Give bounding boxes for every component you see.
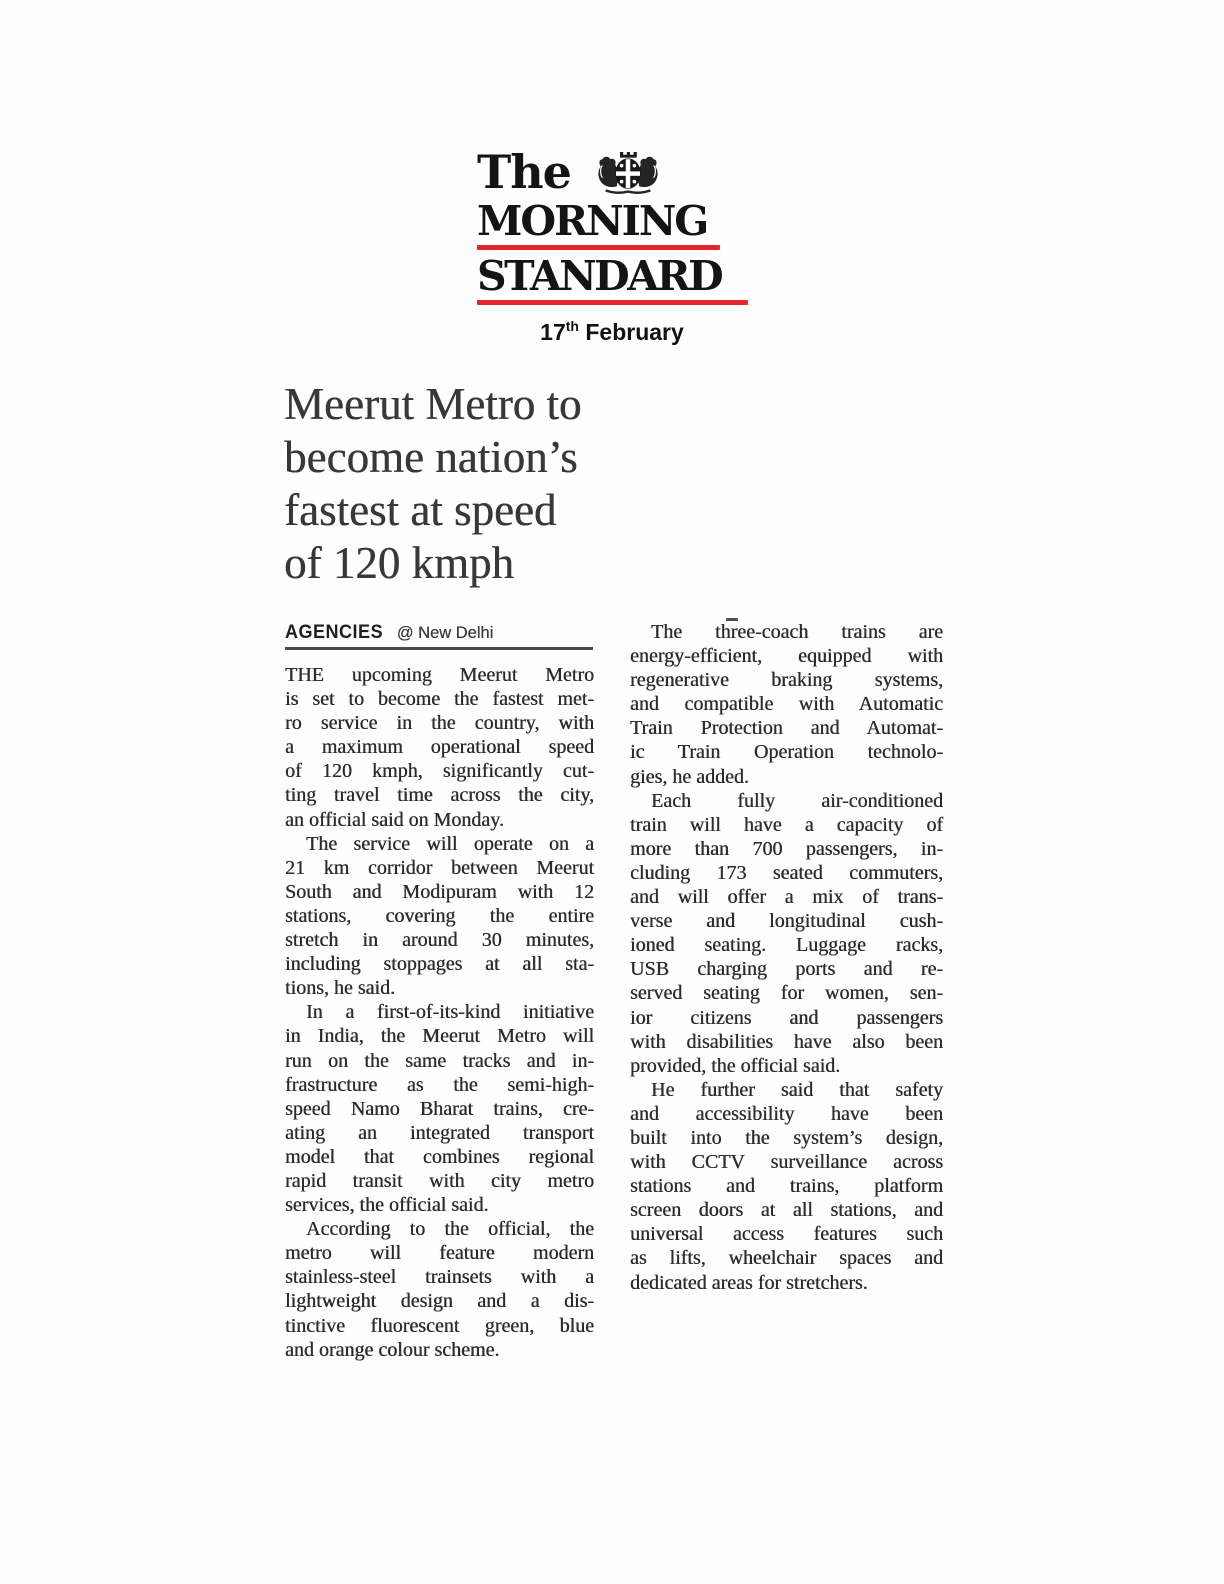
date-month: February <box>585 319 684 345</box>
masthead-standard: STANDARD <box>477 252 722 300</box>
coat-of-arms-icon <box>580 149 676 195</box>
masthead-rule-top <box>477 245 720 250</box>
article-line: ting travel time across the city, <box>285 784 594 807</box>
article-line: regenerative braking systems, <box>630 669 943 692</box>
scan-artifact-dash <box>726 618 738 621</box>
article-line: in India, the Meerut Metro will <box>285 1025 594 1048</box>
byline-agency: AGENCIES <box>285 622 384 643</box>
article-line: stainless-steel trainsets with a <box>285 1266 594 1289</box>
article-paragraph <box>630 1078 943 1295</box>
article-line: ic Train Operation technolo- <box>630 741 943 764</box>
masthead-top-row <box>477 145 748 199</box>
article-paragraph <box>285 1217 594 1362</box>
article-line: speed Namo Bharat trains, cre- <box>285 1097 594 1120</box>
article-line: frastructure as the semi-high- <box>285 1073 594 1096</box>
article-paragraph <box>285 832 594 1001</box>
edition-date <box>0 318 1224 346</box>
date-day: 17 <box>540 319 566 345</box>
article-line: train will have a capacity of <box>630 813 943 836</box>
article-line: including stoppages at all sta- <box>285 953 594 976</box>
article-line: and compatible with Automatic <box>630 693 943 716</box>
headline-line: of 120 kmph <box>284 538 514 588</box>
article-line: more than 700 passengers, in- <box>630 837 943 860</box>
article-line: with disabilities have also been <box>630 1030 943 1053</box>
article-line: provided, the official said. <box>630 1054 841 1077</box>
date-ordinal: th <box>565 318 579 334</box>
article-line: The three-coach trains are <box>651 621 943 643</box>
article-line: and accessibility have been <box>630 1102 943 1125</box>
article-line: tinctive fluorescent green, blue <box>285 1314 594 1337</box>
masthead-the: The <box>477 145 571 199</box>
article-line: Train Protection and Automat- <box>630 717 943 740</box>
byline <box>285 622 593 644</box>
article-paragraph <box>630 789 943 1078</box>
article-line: of 120 kmph, significantly cut- <box>285 760 594 783</box>
article-line: as lifts, wheelchair spaces and <box>630 1247 943 1270</box>
article-line: rapid transit with city metro <box>285 1169 594 1192</box>
article-line: ior citizens and passengers <box>630 1006 943 1029</box>
byline-location: @ New Delhi <box>396 624 494 642</box>
masthead-morning: MORNING <box>477 197 708 245</box>
article-line: ro service in the country, with <box>285 712 594 735</box>
article-line: screen doors at all stations, and <box>630 1199 943 1222</box>
article-headline <box>284 378 624 590</box>
article-column-left <box>285 663 594 1362</box>
article-line: dedicated areas for stretchers. <box>630 1271 868 1294</box>
article-line: and will offer a mix of trans- <box>630 886 943 909</box>
article-line: In a first-of-its-kind initiative <box>306 1001 594 1024</box>
article-line: According to the official, the <box>306 1218 594 1241</box>
article-line: South and Modipuram with 12 <box>285 880 594 903</box>
article-line: a maximum operational speed <box>285 736 594 759</box>
article-line: ating an integrated transport <box>285 1121 594 1144</box>
article-line: stations, covering the entire <box>285 904 594 927</box>
article-line: THE upcoming Meerut Metro <box>285 664 594 686</box>
article-line: tions, he said. <box>285 977 395 1000</box>
article-line: run on the same tracks and in- <box>285 1049 594 1072</box>
headline-line: fastest at speed <box>284 485 557 535</box>
article-line: stations and trains, platform <box>630 1175 943 1198</box>
article-line: model that combines regional <box>285 1145 594 1168</box>
article-line: energy-efficient, equipped with <box>630 645 943 668</box>
article-line: is set to become the fastest met- <box>285 688 594 711</box>
article-line: served seating for women, sen- <box>630 982 943 1005</box>
article-line: services, the official said. <box>285 1194 489 1217</box>
headline-line: become nation’s <box>284 432 578 482</box>
article-line: He further said that safety <box>651 1078 943 1101</box>
article-line: built into the system’s design, <box>630 1126 943 1149</box>
article-column-right <box>630 620 943 1295</box>
article-line: and orange colour scheme. <box>285 1338 500 1361</box>
article-line: cluding 173 seated commuters, <box>630 861 943 884</box>
article-paragraph <box>630 620 943 789</box>
article-line: gies, he added. <box>630 765 749 788</box>
article-line: metro will feature modern <box>285 1242 594 1265</box>
article-line: The service will operate on a <box>306 832 594 855</box>
masthead <box>477 145 748 305</box>
article-line: with CCTV surveillance across <box>630 1151 943 1174</box>
article-line: an official said on Monday. <box>285 808 504 831</box>
article-line: stretch in around 30 minutes, <box>285 929 594 952</box>
byline-rule <box>285 647 593 650</box>
article-line: verse and longitudinal cush- <box>630 910 943 933</box>
article-line: USB charging ports and re- <box>630 958 943 981</box>
article-paragraph <box>285 1000 594 1217</box>
article-line: ioned seating. Luggage racks, <box>630 934 943 957</box>
article-line: universal access features such <box>630 1223 943 1246</box>
article-paragraph <box>285 663 594 832</box>
article-line: lightweight design and a dis- <box>285 1290 594 1313</box>
article-line: Each fully air-conditioned <box>651 789 943 812</box>
headline-line: Meerut Metro to <box>284 379 582 429</box>
article-line: 21 km corridor between Meerut <box>285 856 594 879</box>
masthead-rule-bottom <box>477 300 748 305</box>
